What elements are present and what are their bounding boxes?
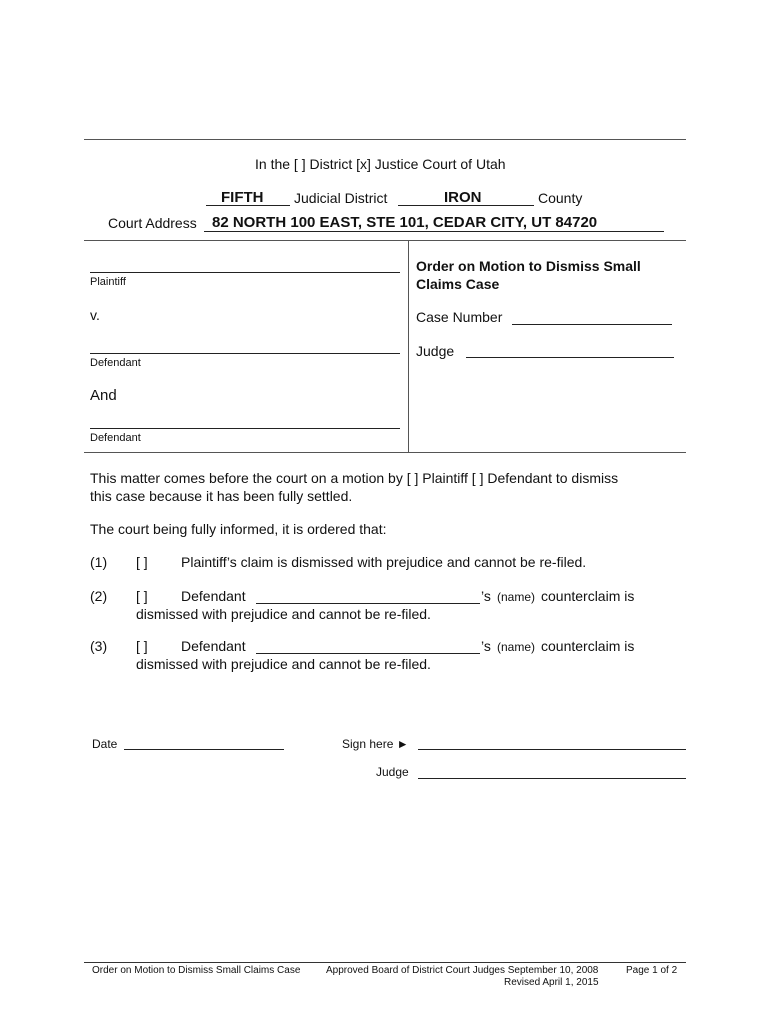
caption-divider (408, 240, 409, 452)
caption-bottom-rule (84, 452, 686, 453)
plaintiff-label: Plaintiff (90, 276, 126, 288)
caption-top-rule (84, 240, 686, 241)
item-2-number: (2) (90, 588, 108, 604)
item-3-line2: dismissed with prejudice and cannot be re-filed. (136, 656, 431, 672)
item-3-name-hint: (name) (497, 640, 536, 654)
footer-form-title: Order on Motion to Dismiss Small Claims Case (92, 965, 301, 976)
item-1-number: (1) (90, 554, 108, 570)
court-type-line: In the [ ] District [x] Justice Court of Utah (255, 156, 506, 172)
footer-rule (84, 962, 686, 963)
document-title-line1: Order on Motion to Dismiss Small (416, 258, 641, 274)
item-3-tail: counterclaim is (541, 638, 635, 654)
item-2-name-hint: (name) (497, 590, 536, 604)
top-rule (84, 139, 686, 140)
case-number-label: Case Number (416, 309, 503, 325)
judge-caption-label: Judge (416, 343, 455, 359)
footer-approved: Approved Board of District Court Judges September 10, 2008 (326, 965, 599, 976)
item-3-checkbox[interactable]: [ ] (136, 638, 148, 654)
district-label: Judicial District (294, 190, 388, 206)
footer-page-number: Page 1 of 2 (626, 965, 678, 976)
defendant2-label: Defendant (90, 432, 141, 444)
item-2-name-field[interactable] (256, 603, 480, 604)
item-2-possessive: ’s (481, 588, 491, 604)
address-fill[interactable]: 82 NORTH 100 EAST, STE 101, CEDAR CITY, UT 84720 (212, 214, 598, 231)
footer-revised: Revised April 1, 2015 (504, 977, 599, 988)
sign-here-label: Sign here ► (342, 737, 409, 751)
item-3-number: (3) (90, 638, 108, 654)
ordered-line: The court being fully informed, it is ordered that: (90, 521, 387, 537)
item-1-checkbox[interactable]: [ ] (136, 554, 148, 570)
case-number-field[interactable] (512, 324, 672, 325)
item-3-defendant-label: Defendant (181, 638, 246, 654)
item-3-possessive: ’s (481, 638, 491, 654)
district-fill[interactable]: FIFTH (221, 189, 264, 206)
plaintiff-line[interactable] (90, 272, 400, 273)
and-label: And (90, 387, 117, 404)
address-label: Court Address (108, 215, 197, 231)
date-label: Date (92, 737, 118, 751)
intro-line1: This matter comes before the court on a motion by [ ] Plaintiff [ ] Defendant to dismiss (90, 470, 619, 486)
item-1-text: Plaintiff’s claim is dismissed with prejudice and cannot be re-filed. (181, 554, 587, 570)
defendant-line[interactable] (90, 353, 400, 354)
intro-line2: this case because it has been fully settled. (90, 488, 353, 504)
address-underline (204, 231, 664, 232)
document-title-line2: Claims Case (416, 276, 500, 292)
item-2-defendant-label: Defendant (181, 588, 246, 604)
county-fill[interactable]: IRON (444, 189, 482, 206)
judge-caption-field[interactable] (466, 357, 674, 358)
item-2-line2: dismissed with prejudice and cannot be re-filed. (136, 606, 431, 622)
defendant-label: Defendant (90, 357, 141, 369)
item-2-tail: counterclaim is (541, 588, 635, 604)
judge-signature-label: Judge (376, 765, 409, 779)
item-2-checkbox[interactable]: [ ] (136, 588, 148, 604)
county-label: County (538, 190, 583, 206)
defendant2-line[interactable] (90, 428, 400, 429)
item-3-name-field[interactable] (256, 653, 480, 654)
signature-field[interactable] (418, 749, 686, 750)
date-field[interactable] (124, 749, 284, 750)
judge-signature-field[interactable] (418, 778, 686, 779)
versus-label: v. (90, 307, 100, 323)
